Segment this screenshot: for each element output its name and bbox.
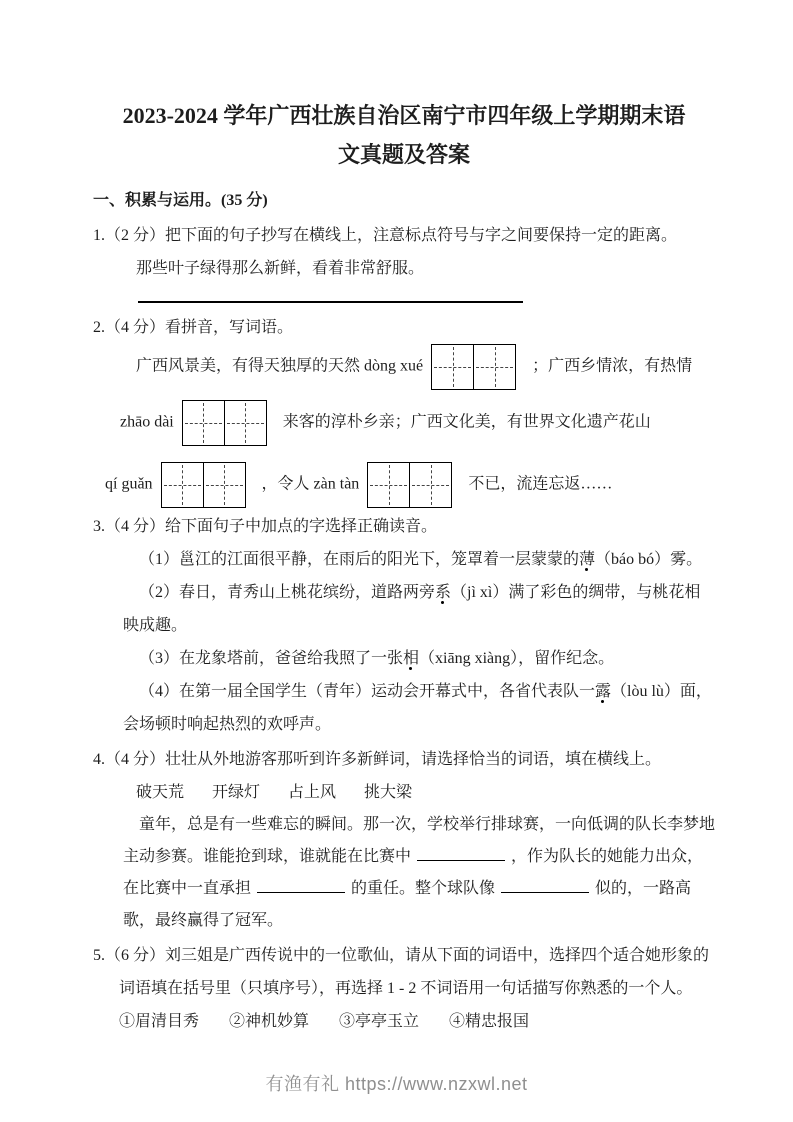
q5-option-1: ①眉清目秀 <box>119 1013 200 1030</box>
q4-blank-1 <box>417 846 505 861</box>
question-2 <box>93 311 715 508</box>
page-title <box>93 96 715 174</box>
q3-item4-text: （4）在第一届全国学生（青年）运动会开幕式中，各省代表队一 <box>139 683 596 700</box>
question-3 <box>93 510 715 741</box>
grid-cell <box>203 463 245 507</box>
q1-sentence: 那些叶子绿得那么新鲜，看着非常舒服。 <box>136 260 425 277</box>
q3-item1-text-after: （báo bó）雾。 <box>595 551 703 568</box>
q3-item-3 <box>93 642 715 675</box>
q3-item1-dotted-char: 薄 <box>579 551 596 568</box>
q2-line3-text: ，令人 zàn tàn <box>261 475 360 493</box>
grid-cell <box>409 463 451 507</box>
q3-item3-text-after: （xiāng xiàng），留作纪念。 <box>419 650 615 667</box>
q4-word-option-4: 挑大梁 <box>364 784 413 801</box>
q2-line2-pinyin: zhāo dài <box>120 413 174 431</box>
q3-prompt: 3.（4 分）给下面句子中加点的字选择正确读音。 <box>93 518 438 535</box>
writing-grid-dongxue <box>431 344 516 390</box>
q5-option-2: ②神机妙算 <box>229 1013 310 1030</box>
q3-item2-dotted-char: 系 <box>435 584 452 601</box>
section-heading: 一、积累与运用。(35 分) <box>93 192 268 209</box>
q4-word-options <box>93 776 715 809</box>
q3-item-1 <box>93 543 715 576</box>
writing-grid-qiguan <box>161 462 246 508</box>
question-1 <box>93 219 715 303</box>
q1-answer-line <box>138 301 523 303</box>
q3-item3-text: （3）在龙象塔前，爸爸给我照了一张 <box>139 650 404 667</box>
q4-para-text-4: 似的，一路高歌，最终赢得了冠军。 <box>123 880 692 929</box>
grid-cell <box>162 463 203 507</box>
q2-prompt: 2.（4 分）看拼音，写词语。 <box>93 319 294 336</box>
q5-prompt: 5.（6 分）刘三姐是广西传说中的一位歌仙，请从下面的词语中，选择四个适合她形象的词语填在括号里（只填序号），再选择 1 - 2 不词语用一句话描写你熟悉的一个人。 <box>93 947 710 997</box>
q3-item2-text-after: （jì xì）满了彩色的绸带，与桃花相映成趣。 <box>123 584 701 634</box>
q3-item2-text: （2）春日，青秀山上桃花缤纷，道路两旁 <box>139 584 436 601</box>
q4-word-option-3: 占上风 <box>288 784 337 801</box>
q4-prompt: 4.（4 分）壮壮从外地游客那听到许多新鲜词，请选择恰当的词语，填在横线上。 <box>93 751 662 768</box>
q3-item4-dotted-char: 露 <box>595 683 612 700</box>
title-line-1: 2023-2024 学年广西壮族自治区南宁市四年级上学期期末语 <box>122 103 686 128</box>
grid-cell <box>368 463 409 507</box>
grid-cell <box>224 401 266 445</box>
q5-option-3: ③亭亭玉立 <box>339 1013 420 1030</box>
q5-idiom-options <box>93 1005 715 1038</box>
q2-line3-text-after: 不已，流连忘返…… <box>468 475 613 493</box>
q3-item-4 <box>93 675 715 741</box>
q1-prompt: 1.（2 分）把下面的句子抄写在横线上，注意标点符号与字之间要保持一定的距离。 <box>93 227 678 244</box>
q2-line1-text: 广西风景美，有得天独厚的天然 dòng xué <box>136 357 424 375</box>
q2-line-2 <box>93 400 715 446</box>
q4-para-text-2: ，作为队长的她能力出众，在比赛中一直承担 <box>123 848 704 897</box>
q4-paragraph <box>93 809 715 937</box>
q2-line1-text-after: ；广西乡情浓，有热情 <box>532 357 693 375</box>
question-5 <box>93 939 715 1038</box>
question-4 <box>93 743 715 937</box>
q4-word-option-1: 破天荒 <box>136 784 185 801</box>
q2-line2-text: 来客的淳朴乡亲；广西文化美，有世界文化遗产花山 <box>282 413 651 431</box>
q4-para-text-3: 的重任。整个球队像 <box>351 880 496 897</box>
q3-item-2 <box>93 576 715 642</box>
q3-item3-dotted-char: 相 <box>403 650 420 667</box>
q3-item4-text-after: （lòu lù）面，会场顿时响起热烈的欢呼声。 <box>123 683 712 733</box>
grid-cell <box>473 345 515 389</box>
q2-line-1 <box>93 344 715 390</box>
q2-line-3 <box>93 462 715 508</box>
q4-word-option-2: 开绿灯 <box>212 784 261 801</box>
writing-grid-zantan <box>367 462 452 508</box>
q3-item1-text: （1）邕江的江面很平静，在雨后的阳光下，笼罩着一层蒙蒙的 <box>139 551 580 568</box>
watermark-footer: 有渔有礼 https://www.nzxwl.net <box>265 1074 528 1094</box>
q5-option-4: ④精忠报国 <box>449 1013 530 1030</box>
q4-para-text-1: 童年，总是有一些难忘的瞬间。那一次，学校举行排球赛，一向低调的队长李梦地主动参赛。谁能抢到球，谁就能在比赛中 <box>123 816 716 865</box>
title-line-2: 文真题及答案 <box>337 142 470 167</box>
grid-cell <box>183 401 224 445</box>
grid-cell <box>432 345 473 389</box>
q4-blank-2 <box>257 878 345 893</box>
q4-blank-3 <box>501 878 589 893</box>
writing-grid-zhaodai <box>182 400 267 446</box>
q2-line3-pinyin: qí guǎn <box>105 475 153 493</box>
